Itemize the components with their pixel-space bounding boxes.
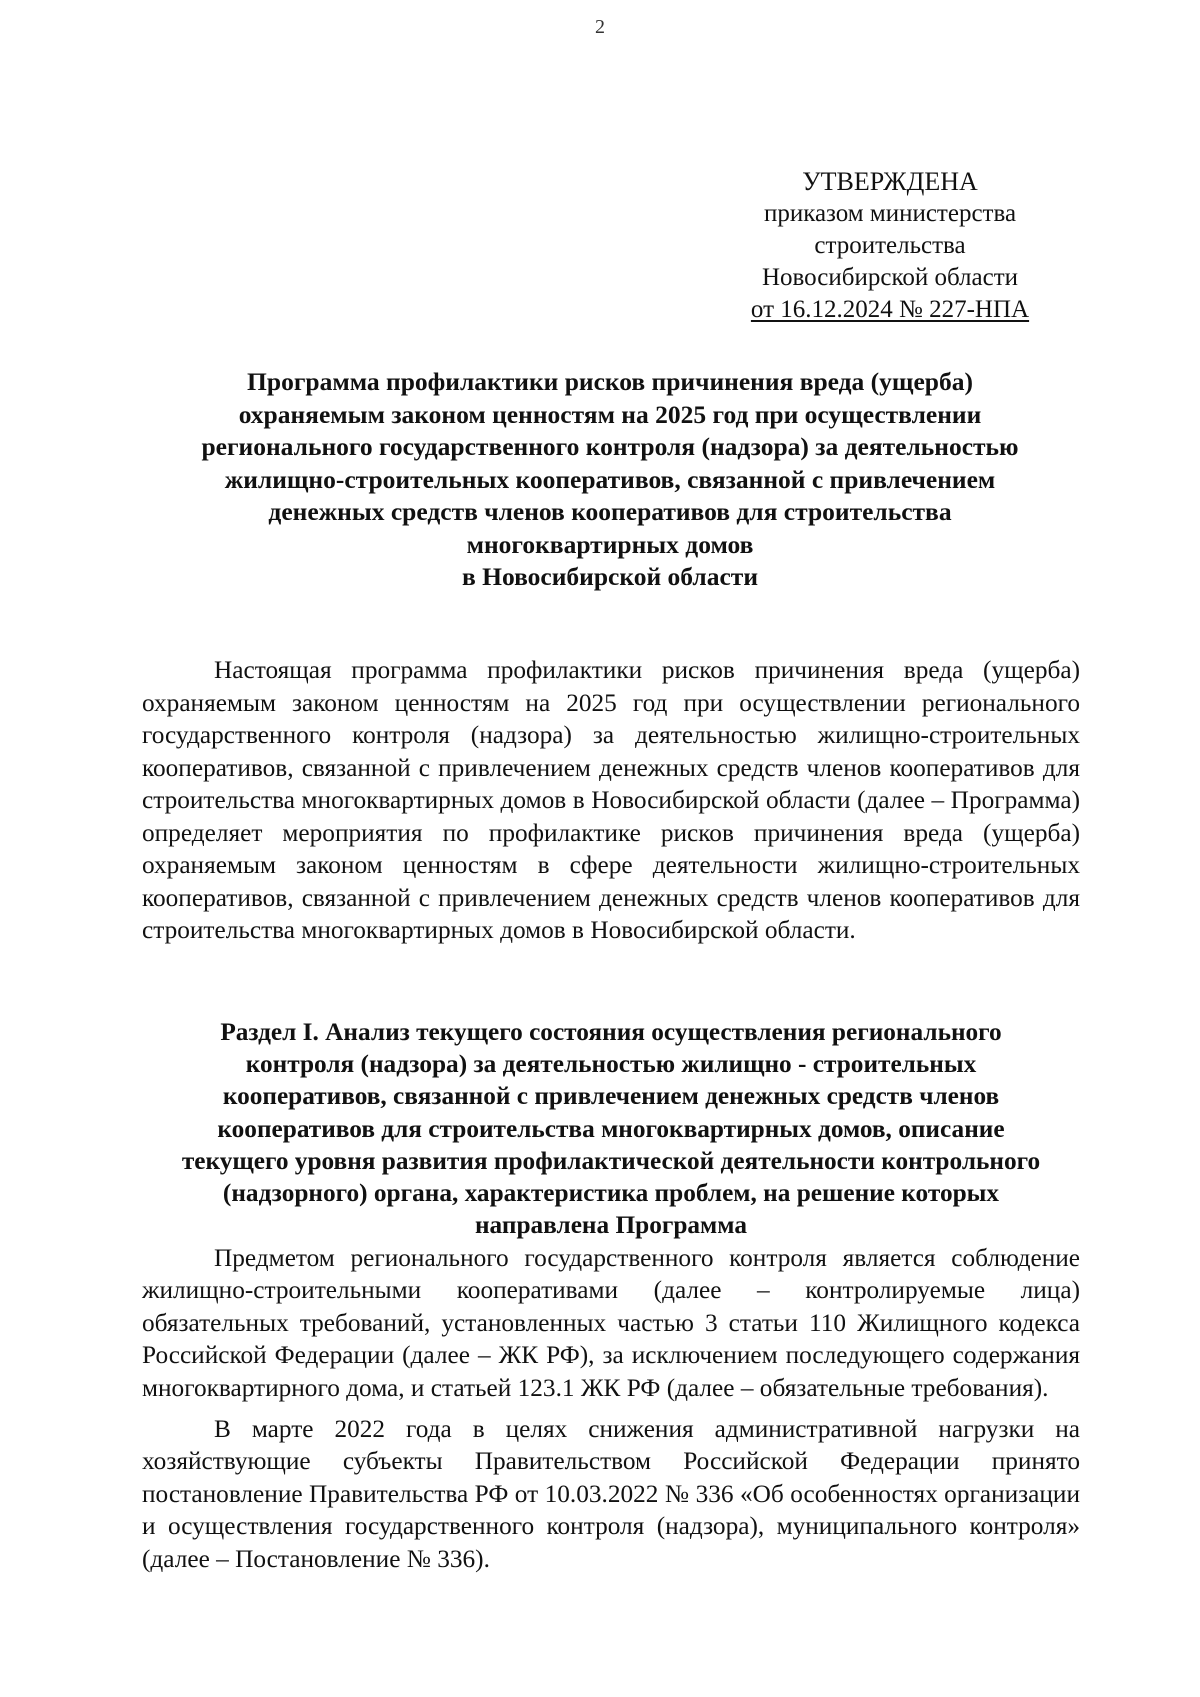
section-heading-line: Раздел I. Анализ текущего состояния осуществления регионального (220, 1018, 1002, 1046)
title-line: в Новосибирской области (461, 562, 759, 591)
body-paragraph: В марте 2022 года в целях снижения административной нагрузки на хозяйствующие субъекты Правительством Российской Федерации принято постановление Правительства РФ от 10.03.2022 № 336 «Об особенностях организации и осуществления государственного контроля (надзора), муниципального контроля» (далее – Постановление № 336). (142, 1415, 1080, 1573)
title-line: Программа профилактики рисков причинения вреда (ущерба) (247, 367, 973, 396)
approval-line: Новосибирской области (761, 264, 1019, 291)
title-line: охраняемым законом ценностям на 2025 год при осуществлении (238, 399, 982, 429)
intro-paragraph: Настоящая программа профилактики рисков причинения вреда (ущерба) охраняемым законом ценностям на 2025 год при осуществлении регионального государственного контроля (надзора) за деятельностью жилищно-строительных кооперативов, связанной с привлечением денежных средств членов кооперативов для строительства многоквартирных домов в Новосибирской области (далее – Программа) определяет мероприятия по профилактике рисков причинения вреда (ущерба) охраняемым законом ценностям в сфере деятельности жилищно-строительных кооперативов, связанной с привлечением денежных средств членов кооперативов для строительства многоквартирных домов в Новосибирской области. (142, 656, 1080, 944)
approval-stamp (700, 166, 1080, 326)
approval-title: УТВЕРЖДЕНА (802, 167, 978, 196)
section-heading-line: (надзорного) органа, характеристика проблем, на решение которых (222, 1179, 1000, 1208)
approval-line: приказом министерства (763, 200, 1017, 227)
approval-date-number: от 16.12.2024 № 227-НПА (750, 296, 1030, 323)
section-1-body (142, 1242, 1080, 1575)
document-title (140, 366, 1080, 594)
section-heading-line: контроля (надзора) за деятельностью жилищно - строительных (245, 1050, 977, 1079)
section-heading-line: кооперативов, связанной с привлечением денежных средств членов (222, 1082, 1000, 1111)
title-line: регионального государственного контроля (надзора) за деятельностью (201, 432, 1019, 461)
page-number: 2 (595, 16, 605, 38)
approval-line: строительства (814, 232, 966, 259)
section-heading-line: кооперативов для строительства многоквартирных домов, описание (217, 1114, 1005, 1143)
intro-section (142, 654, 1080, 947)
title-line: жилищно-строительных кооперативов, связанной с привлечением (224, 464, 996, 494)
section-heading-line: текущего уровня развития профилактической деятельности контрольного (181, 1146, 1041, 1175)
body-paragraph: Предметом регионального государственного контроля является соблюдение жилищно-строительными кооперативами (далее – контролируемые лица) обязательных требований, установленных частью 3 статьи 110 Жилищного кодекса Российской Федерации (далее – ЖК РФ), за исключением последующего содержания многоквартирного дома, и статьей 123.1 ЖК РФ (далее – обязательные требования). (142, 1244, 1080, 1402)
title-line: многоквартирных домов (466, 529, 754, 559)
section-1-heading (142, 1016, 1080, 1241)
title-line: денежных средств членов кооперативов для строительства (268, 497, 952, 526)
section-heading-line: направлена Программа (474, 1211, 747, 1240)
